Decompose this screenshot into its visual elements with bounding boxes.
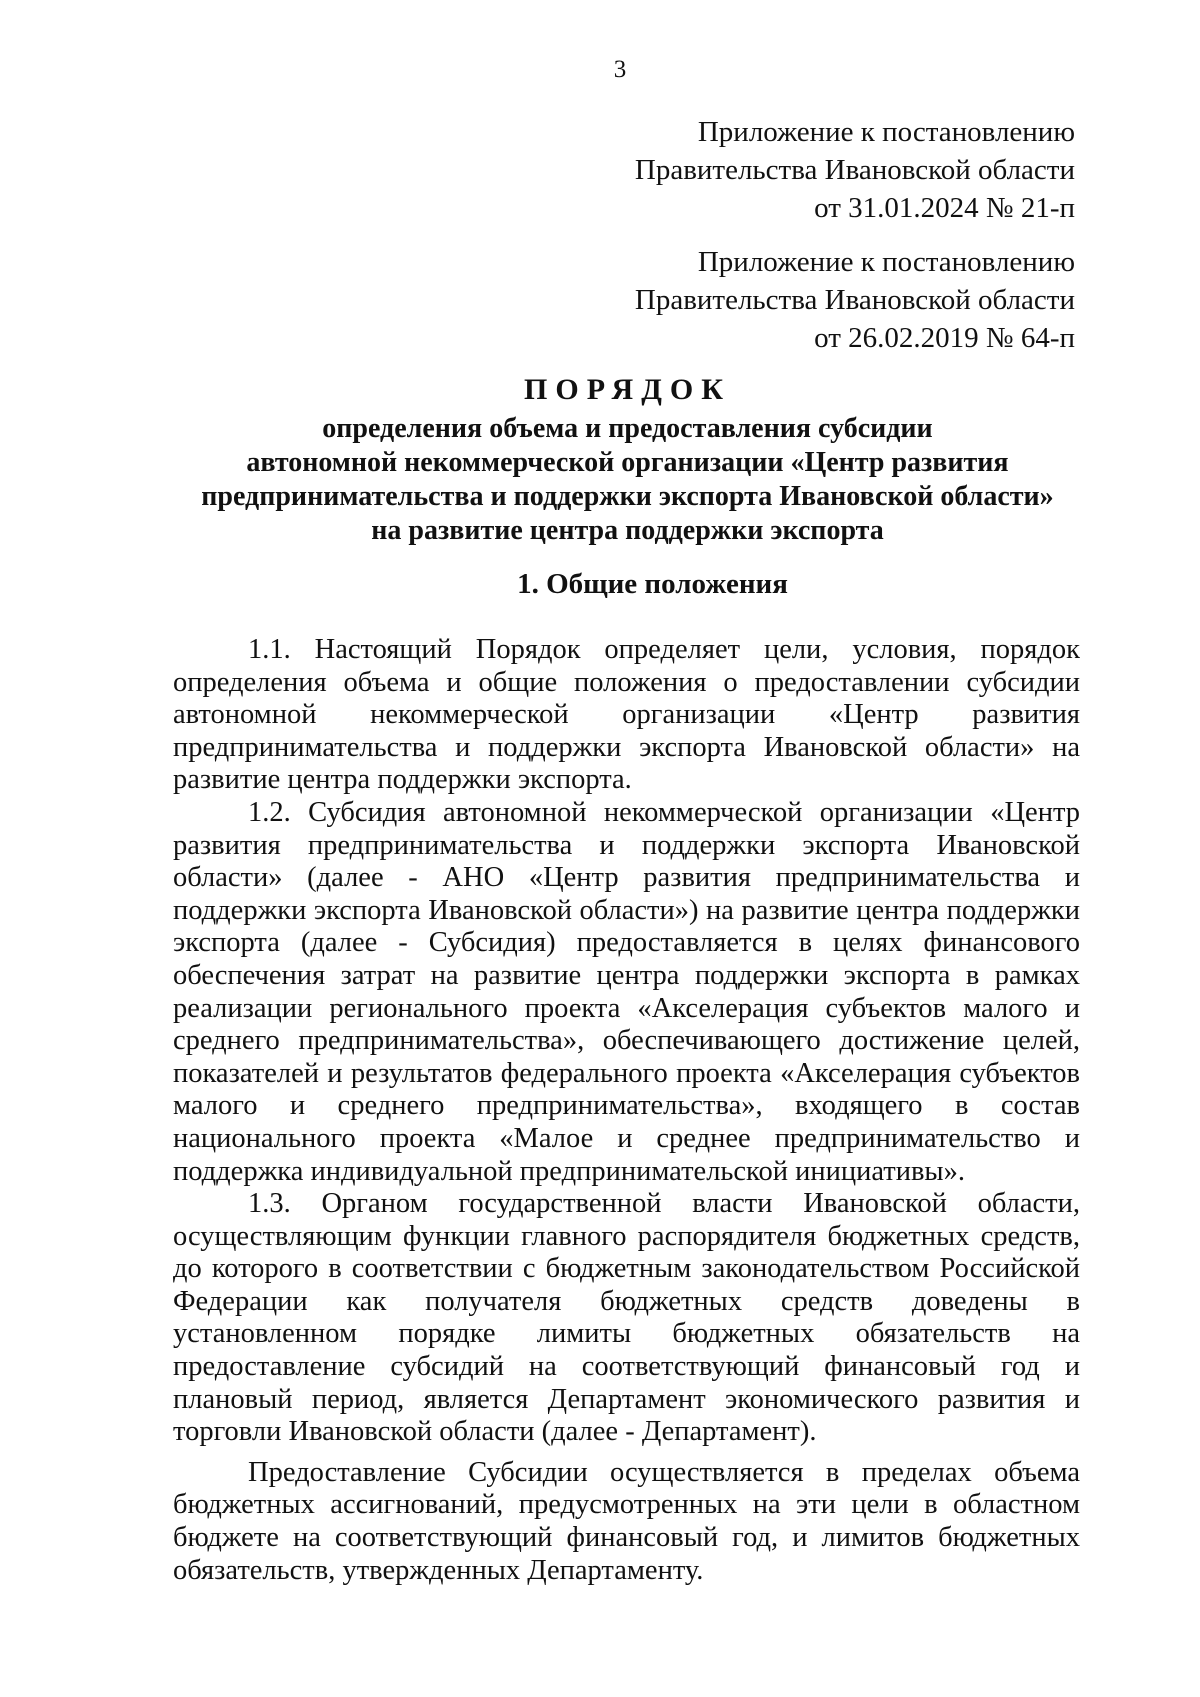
- appendix-reference-current: [635, 113, 1075, 227]
- subtitle-line: автономной некоммерческой организации «Центр развития: [246, 447, 1009, 478]
- appendix-reference-original: [635, 243, 1075, 357]
- appendix-line: Правительства Ивановской области: [634, 284, 1075, 316]
- section-heading: 1. Общие положения: [517, 568, 788, 600]
- document-title-block: [150, 370, 1105, 548]
- document-subtitle: [150, 412, 1105, 548]
- subtitle-line: на развитие центра поддержки экспорта: [371, 515, 884, 546]
- document-body: [173, 634, 1080, 1587]
- paragraph-1-3: 1.3. Органом государственной власти Ивановской области, осуществляющим функции главного распорядителя бюджетных средств, до которого в соответствии с бюджетным законодательством Российской Федерации как получателя бюджетных средств доведены в установленном порядке лимиты бюджетных обязательств на предоставление субсидий на соответствующий финансовый год и плановый период, является Департамент экономического развития и торговли Ивановской области (далее - Департамент).: [173, 1188, 1080, 1448]
- appendix-line: Приложение к постановлению: [697, 116, 1075, 148]
- document-title: ПОРЯДОК: [524, 373, 731, 406]
- paragraph-1-2: 1.2. Субсидия автономной некоммерческой организации «Центр развития предпринимательства и поддержки экспорта Ивановской области» (далее - АНО «Центр развития предпринимательства и поддержки экспорта Ивановской области») на развитие центра поддержки экспорта (далее - Субсидия) предоставляется в целях финансового обеспечения затрат на развитие центра поддержки экспорта в рамках реализации регионального проекта «Акселерация субъектов малого и среднего предпринимательства», обеспечивающего достижение целей, показателей и результатов федерального проекта «Акселерация субъектов малого и среднего предпринимательства», входящего в состав национального проекта «Малое и среднее предпринимательство и поддержка индивидуальной предпринимательской инициативы».: [173, 796, 1080, 1187]
- appendix-date-number: от 26.02.2019 № 64-п: [814, 322, 1075, 354]
- paragraph-1-1: 1.1. Настоящий Порядок определяет цели, условия, порядок определения объема и общие положения о предоставлении субсидии автономной некоммерческой организации «Центр развития предпринимательства и поддержки экспорта Ивановской области» на развитие центра поддержки экспорта.: [173, 634, 1080, 796]
- paragraph-funding-limits: Предоставление Субсидии осуществляется в пределах объема бюджетных ассигнований, предусмотренных на эти цели в областном бюджете на соответствующий финансовый год, и лимитов бюджетных обязательств, утвержденных Департаменту.: [173, 1456, 1080, 1586]
- subtitle-line: определения объема и предоставления субсидии: [322, 413, 933, 444]
- appendix-date-number: от 31.01.2024 № 21-п: [814, 192, 1075, 224]
- subtitle-line: предпринимательства и поддержки экспорта Ивановской области»: [201, 481, 1054, 512]
- appendix-line: Правительства Ивановской области: [634, 154, 1075, 186]
- page-number: 3: [613, 56, 627, 83]
- appendix-line: Приложение к постановлению: [697, 246, 1075, 278]
